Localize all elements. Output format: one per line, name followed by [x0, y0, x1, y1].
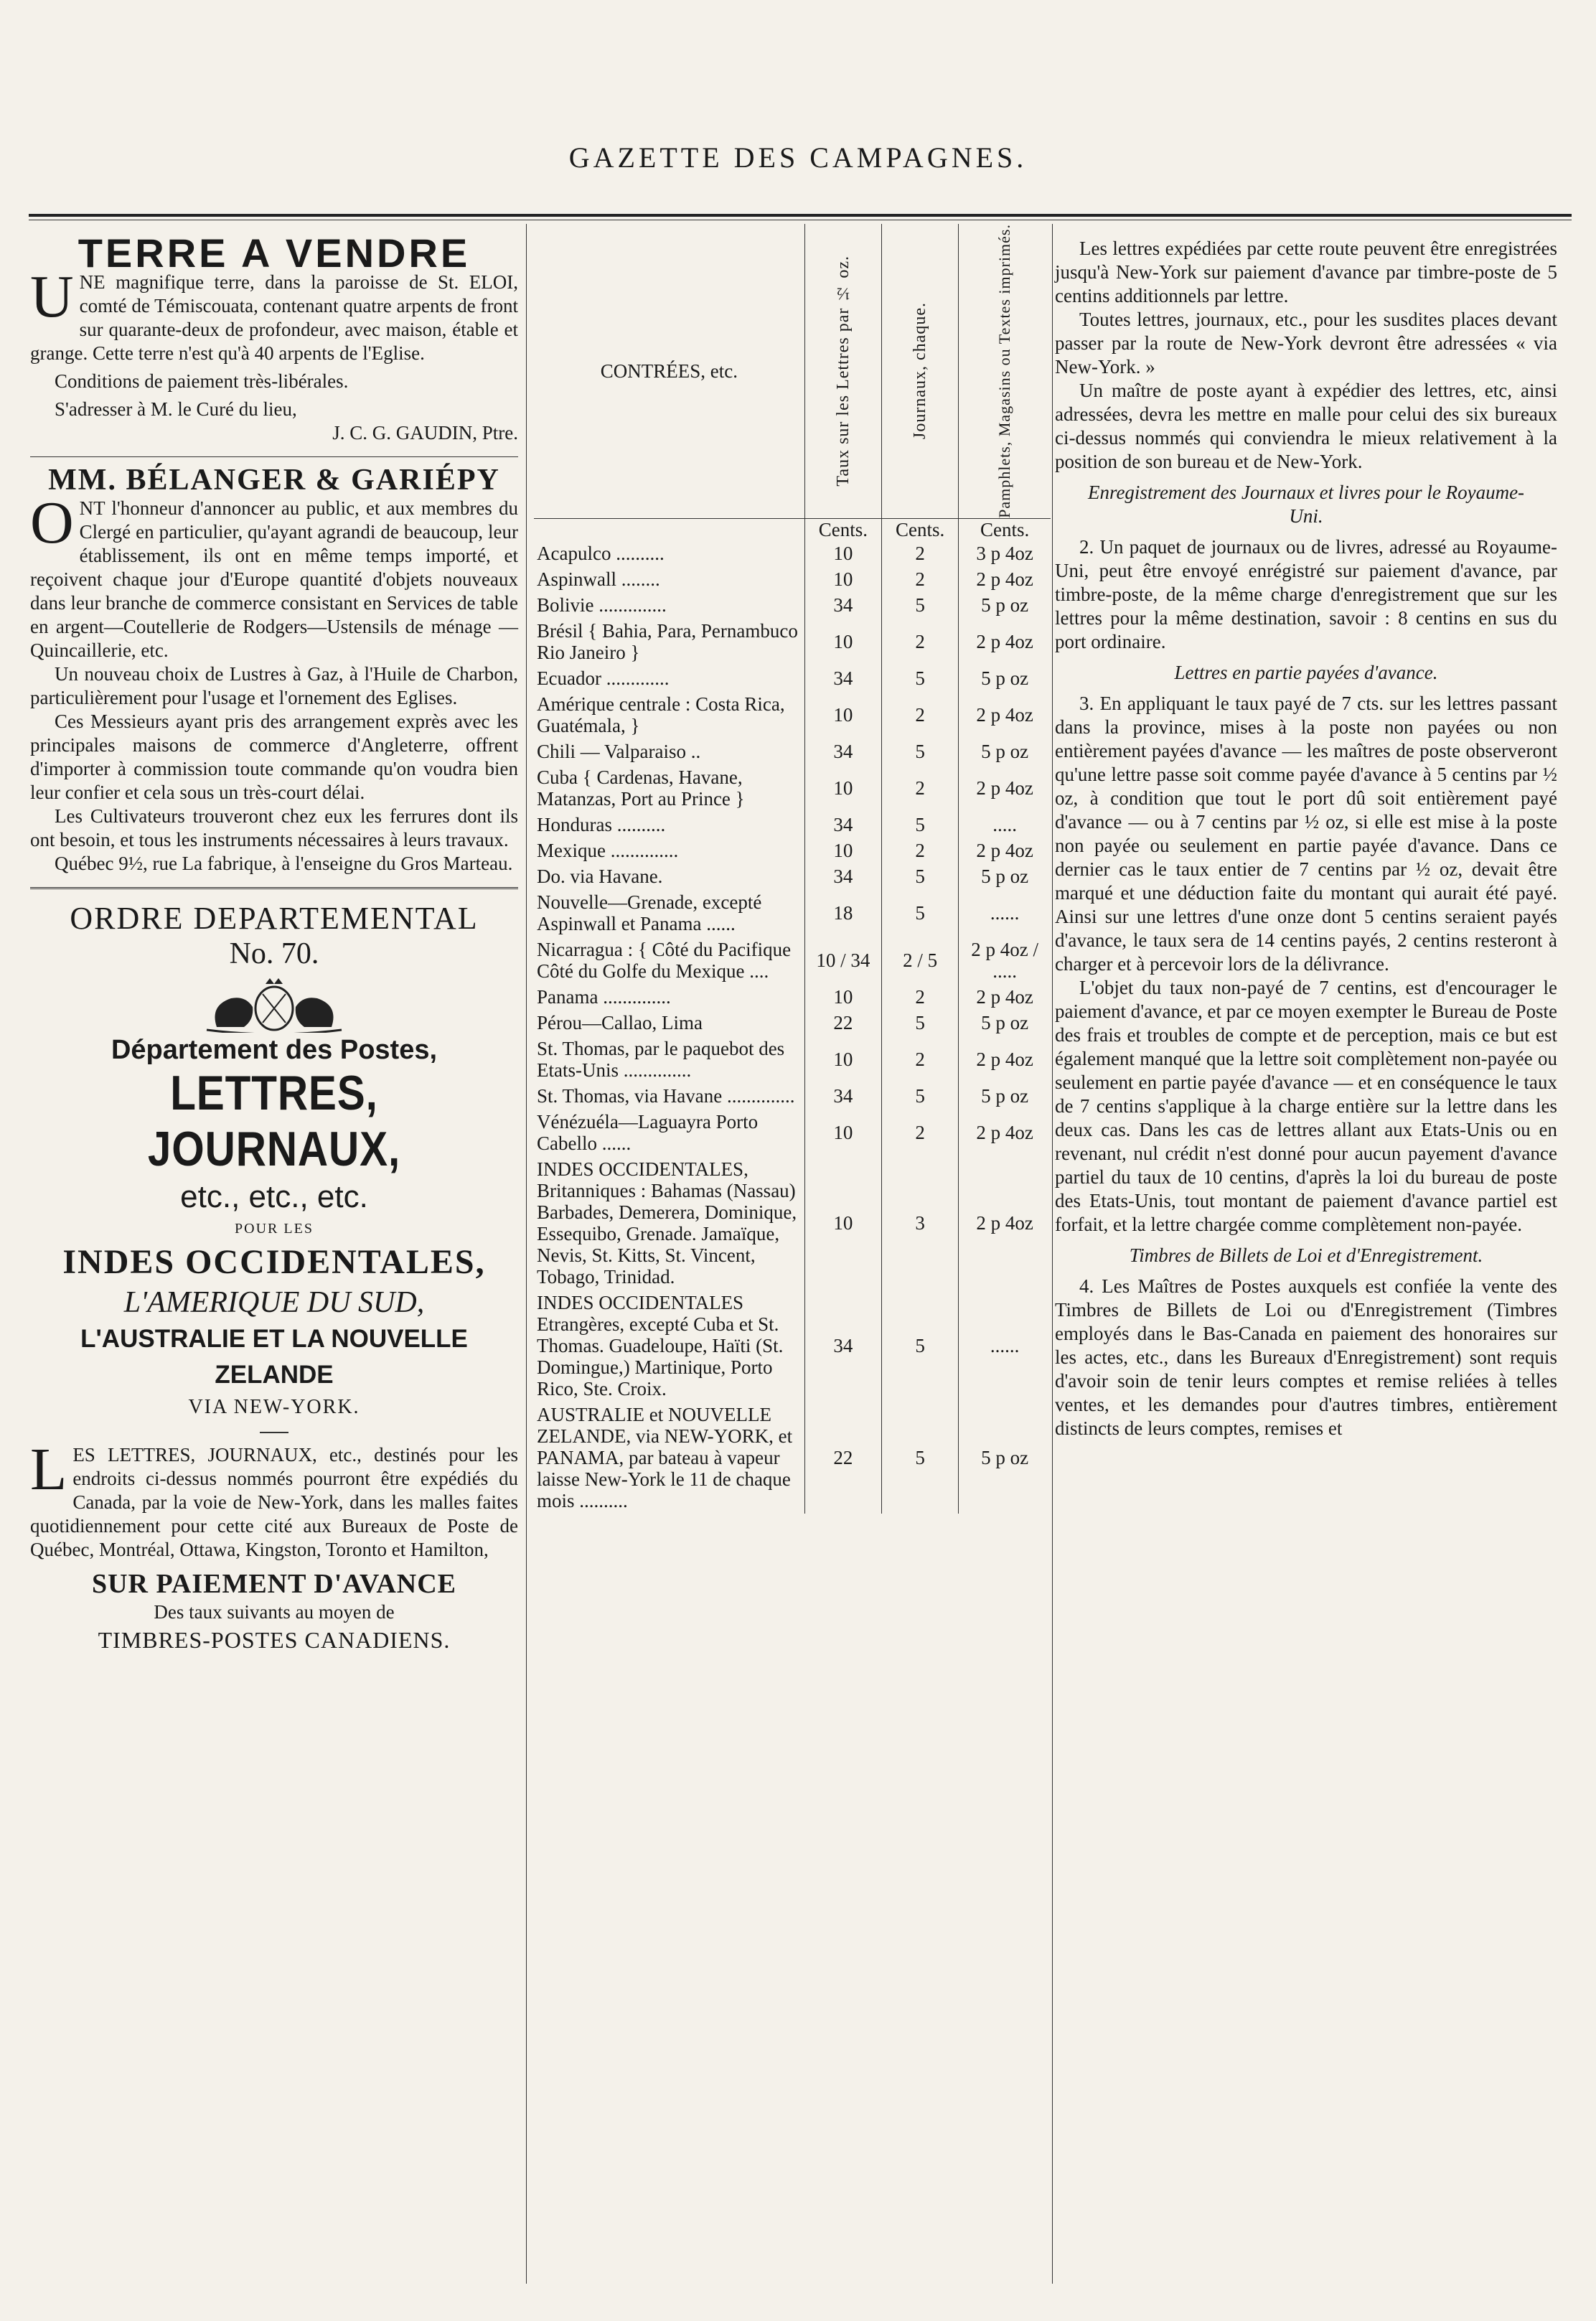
col3-p4: 2. Un paquet de journaux ou de livres, adressé au Royaume-Uni, peut être envoyé enrégistré sur paiement d'avance, par timbre-poste, de la même charge d'enregistrement que sur les lettres pour la même destination, savoir : 8 centins en sus du port ordinaire.: [1055, 536, 1557, 652]
ordre-sur-paiement: SUR PAIEMENT D'AVANCE: [91, 1569, 457, 1599]
journal-rate-cell: 5: [882, 592, 959, 618]
col3-heading-timbres: Timbres de Billets de Loi et d'Enregistrement.: [1129, 1244, 1483, 1266]
journal-rate-cell: 2: [882, 1109, 959, 1156]
journal-rate-cell: 2: [882, 566, 959, 592]
letter-rate-cell: 34: [804, 1083, 881, 1109]
column-left: [30, 230, 518, 1656]
belanger-advert: [30, 464, 518, 876]
letter-rate-cell: 22: [804, 1402, 881, 1514]
journal-rate-cell: 5: [882, 1402, 959, 1514]
col3-heading-lettres: Lettres en partie payées d'avance.: [1174, 662, 1438, 683]
country-cell: Do. via Havane.: [534, 863, 804, 889]
ordre-lettres: LETTRES, JOURNAUX,: [147, 1066, 401, 1176]
col3-p3: Un maître de poste ayant à expédier des lettres, etc, ainsi adressées, devra les mettre en malle pour celui des six bureaux ci-dessus nommés qui conviendra le mieux relativement à la position de son bureau et de New-York.: [1055, 380, 1557, 472]
pamphlet-rate-cell: 2 p 4oz / .....: [971, 938, 1038, 982]
table-row: [534, 738, 1051, 764]
journal-rate-cell: 5: [882, 863, 959, 889]
country-cell: Honduras ..........: [534, 812, 804, 838]
country-cell: Brésil { Bahia, Para, Pernambuco Rio Janeiro }: [534, 618, 804, 665]
ordre-number: No. 70.: [229, 937, 319, 970]
belanger-heading: MM. BÉLANGER & GARIÉPY: [48, 464, 500, 497]
pamphlet-rate-cell: 3 p 4oz: [976, 542, 1033, 564]
country-cell: Aspinwall ........: [534, 566, 804, 592]
ordre-amerique: L'AMERIQUE DU SUD,: [123, 1286, 425, 1319]
masthead: GAZETTE DES CAMPAGNES.: [568, 141, 1028, 174]
table-row: [534, 665, 1051, 691]
table-row: [534, 889, 1051, 937]
pamphlet-rate-cell: ......: [990, 901, 1020, 924]
journal-rate-cell: 2: [882, 984, 959, 1010]
table-row: [534, 838, 1051, 863]
pamphlet-rate-cell: 2 p 4oz: [976, 1121, 1033, 1143]
table-row: [534, 937, 1051, 984]
header-journaux: Journaux, chaque.: [911, 302, 930, 440]
journal-rate-cell: 2: [882, 1036, 959, 1083]
country-cell: St. Thomas, par le paquebot des Etats-Unis ..............: [534, 1036, 804, 1083]
country-cell: Chili — Valparaiso ..: [534, 738, 804, 764]
letter-rate-cell: 18: [804, 889, 881, 937]
letter-rate-cell: 10: [804, 1156, 881, 1290]
letter-rate-cell: 10: [804, 618, 881, 665]
country-cell: Ecuador .............: [534, 665, 804, 691]
pamphlet-rate-cell: 2 p 4oz: [976, 839, 1033, 861]
ordre-australie: L'AUSTRALIE ET LA NOUVELLE ZELANDE: [80, 1325, 468, 1389]
pamphlet-rate-cell: .....: [992, 813, 1017, 835]
table-row: [534, 1290, 1051, 1402]
column-middle: [534, 224, 1052, 1514]
pamphlet-rate-cell: 2 p 4oz: [976, 630, 1033, 652]
country-cell: INDES OCCIDENTALES, Britanniques : Bahamas (Nassau) Barbades, Demerera, Dominique, Essequibo, Grenade. Jamaïque, Nevis, St. Kitts, St. Vincent, Tobago, Trinidad.: [534, 1156, 804, 1290]
masthead-rule: [29, 214, 1572, 217]
letter-rate-cell: 10 / 34: [804, 937, 881, 984]
unit-journaux: Cents.: [882, 518, 959, 540]
belanger-p2: Un nouveau choix de Lustres à Gaz, à l'Huile de Charbon, particulièrement pour l'usage et l'ornement des Eglises.: [30, 663, 518, 708]
letter-rate-cell: 22: [804, 1010, 881, 1036]
table-row: [534, 984, 1051, 1010]
country-cell: Panama ..............: [534, 984, 804, 1010]
letter-rate-cell: 34: [804, 592, 881, 618]
pamphlet-rate-cell: 5 p oz: [981, 865, 1029, 887]
ordre-indes: INDES OCCIDENTALES,: [62, 1243, 486, 1281]
belanger-p3: Ces Messieurs ayant pris des arrangement exprès avec les principales maisons de commerce d'Angleterre, offrent d'importer à commission toute commande qu'on voudra bien leur confier et cela sous un très-court délai.: [30, 711, 518, 803]
belanger-dropcap: O: [30, 489, 74, 556]
pamphlet-rate-cell: ......: [990, 1334, 1020, 1356]
table-row: [534, 1402, 1051, 1514]
journal-rate-cell: 5: [882, 812, 959, 838]
letter-rate-cell: 10: [804, 540, 881, 566]
units-row: [534, 518, 1051, 540]
table-row: [534, 691, 1051, 738]
ordre-dept: Département des Postes,: [111, 1035, 438, 1065]
pamphlet-rate-cell: 5 p oz: [981, 1011, 1029, 1033]
terre-address: S'adresser à M. le Curé du lieu,: [55, 398, 297, 420]
table-row: [534, 540, 1051, 566]
col3-p5: 3. En appliquant le taux payé de 7 cts. sur les lettres passant dans la province, mises à la poste non payées ou non entièrement payées d'avance — les maîtres de poste observeront qu'une lettre passe soit comme payée d'avance à 5 centins par ½ oz, à condition que tout le port dû soit entièrement payé d'avance — ou à 7 centins par ½ oz, si elle est mise à la poste non payée ou seulement en partie payée d'avance. Dans ce dernier cas le taux entier de 7 centins par ½ oz, devait être marqué et une déduction faite du montant qui aurait été payé. Ainsi sur une lettres d'une onze dont 5 centins seraient payés d'avance, le taux sera de 14 centins payés, 2 centins resteront à charger et à percevoir lors de la délivrance.: [1055, 693, 1557, 975]
letter-rate-cell: 10: [804, 764, 881, 812]
table-row: [534, 1036, 1051, 1083]
ordre-advert: [30, 901, 518, 1656]
journal-rate-cell: 3: [882, 1156, 959, 1290]
pamphlet-rate-cell: 5 p oz: [981, 667, 1029, 689]
country-cell: Vénézuéla—Laguayra Porto Cabello ......: [534, 1109, 804, 1156]
ordre-pour: POUR LES: [235, 1221, 314, 1237]
journal-rate-cell: 5: [882, 665, 959, 691]
country-cell: AUSTRALIE et NOUVELLE ZELANDE, via NEW-YORK, et PANAMA, par bateau à vapeur laisse New-York le 11 de chaque mois ..........: [534, 1402, 804, 1514]
pamphlet-rate-cell: 2 p 4oz: [976, 985, 1033, 1008]
letter-rate-cell: 10: [804, 984, 881, 1010]
table-row: [534, 764, 1051, 812]
journal-rate-cell: 2 / 5: [882, 937, 959, 984]
letter-rate-cell: 10: [804, 1109, 881, 1156]
letter-rate-cell: 34: [804, 863, 881, 889]
table-row: [534, 566, 1051, 592]
table-row: [534, 812, 1051, 838]
letter-rate-cell: 10: [804, 691, 881, 738]
journal-rate-cell: 2: [882, 618, 959, 665]
country-cell: Cuba { Cardenas, Havane, Matanzas, Port au Prince }: [534, 764, 804, 812]
terre-body: NE magnifique terre, dans la paroisse de St. ELOI, comté de Témiscouata, contenant quatre arpents de front sur quarante-deux de profondeur, avec maison, étable et grange. Cette terre n'est qu'à 40 arpents de l'Eglise.: [30, 271, 518, 364]
col3-p7: 4. Les Maîtres de Postes auxquels est confiée la vente des Timbres de Billets de Loi ou d'Enregistrement (Timbres employés dans le Bas-Canada en paiement des honoraires sur les actes, etc., dans les Bureaux d'Enregistrement) sont requis d'avoir soin de tenir leurs comptes et remise reliées à telles ventes, et les demandes pour d'autres timbres, entièrement distincts de leurs comptes, remises et: [1055, 1275, 1557, 1439]
pamphlet-rate-cell: 2 p 4oz: [976, 703, 1033, 726]
pamphlet-rate-cell: 5 p oz: [981, 1446, 1029, 1468]
terre-heading: TERRE A VENDRE: [78, 230, 471, 276]
journal-rate-cell: 5: [882, 1290, 959, 1402]
letter-rate-cell: 34: [804, 738, 881, 764]
belanger-p5: Québec 9½, rue La fabrique, à l'enseigne du Gros Marteau.: [55, 853, 513, 874]
belanger-p4: Les Cultivateurs trouveront chez eux les ferrures dont ils ont besoin, et tous les instruments nécessaires à leurs travaux.: [30, 805, 518, 850]
col3-heading-enregistrement: Enregistrement des Journaux et livres pour le Royaume-Uni.: [1087, 482, 1525, 527]
ordre-via: VIA NEW-YORK.: [188, 1396, 360, 1418]
table-row: [534, 1083, 1051, 1109]
pamphlet-rate-cell: 2 p 4oz: [976, 568, 1033, 590]
journal-rate-cell: 5: [882, 738, 959, 764]
country-cell: Mexique ..............: [534, 838, 804, 863]
country-cell: Bolivie ..............: [534, 592, 804, 618]
journal-rate-cell: 2: [882, 764, 959, 812]
header-pamphlets: Pamphlets, Magasins ou Textes imprimés.: [995, 224, 1014, 518]
pamphlet-rate-cell: 2 p 4oz: [976, 777, 1033, 799]
ordre-body: ES LETTRES, JOURNAUX, etc., destinés pour les endroits ci-dessus nommés pourront être expédiés du Canada, par la voie de New-York, dans les malles faites quotidiennement pour cette cité aux Bureaux de Poste de Québec, Montréal, Ottawa, Kingston, Toronto et Hamilton,: [30, 1444, 518, 1560]
ordre-timbres: TIMBRES-POSTES CANADIENS.: [98, 1627, 451, 1653]
header-taux: Taux sur les Lettres par ½ oz.: [833, 255, 853, 487]
pamphlet-rate-cell: 5 p oz: [981, 740, 1029, 762]
journal-rate-cell: 2: [882, 691, 959, 738]
letter-rate-cell: 34: [804, 812, 881, 838]
letter-rate-cell: 34: [804, 665, 881, 691]
table-row: [534, 1010, 1051, 1036]
journal-rate-cell: 2: [882, 838, 959, 863]
country-cell: Nouvelle—Grenade, excepté Aspinwall et Panama ......: [534, 889, 804, 937]
pamphlet-rate-cell: 5 p oz: [981, 1084, 1029, 1107]
journal-rate-cell: 5: [882, 889, 959, 937]
journal-rate-cell: 5: [882, 1010, 959, 1036]
royal-arms-crest-icon: [202, 977, 346, 1033]
ordre-des-taux: Des taux suivants au moyen de: [154, 1601, 395, 1623]
country-cell: Pérou—Callao, Lima: [534, 1010, 804, 1036]
pamphlet-rate-cell: 2 p 4oz: [976, 1048, 1033, 1070]
country-cell: Nicarragua : { Côté du Pacifique Côté du Golfe du Mexique ....: [534, 937, 804, 984]
country-cell: Acapulco ..........: [534, 540, 804, 566]
short-rule: [260, 1432, 288, 1433]
header-contrees: CONTRÉES, etc.: [534, 224, 804, 518]
terre-conditions: Conditions de paiement très-libérales.: [55, 370, 349, 392]
table-row: [534, 1109, 1051, 1156]
table-row: [534, 618, 1051, 665]
terre-dropcap: U: [30, 263, 74, 330]
column-divider-2: [1052, 224, 1053, 2284]
pamphlet-rate-cell: 2 p 4oz: [976, 1211, 1033, 1234]
divider: [30, 887, 518, 889]
table-row: [534, 592, 1051, 618]
unit-taux: Cents.: [804, 518, 881, 540]
terre-advert: [30, 230, 518, 445]
letter-rate-cell: 10: [804, 566, 881, 592]
col3-p1: Les lettres expédiées par cette route peuvent être enregistrées jusqu'à New-York sur paiement d'avance par timbre-poste de 5 centins additionnels par lettre.: [1055, 238, 1557, 306]
country-cell: St. Thomas, via Havane ..............: [534, 1083, 804, 1109]
divider: [30, 456, 518, 457]
column-divider-1: [526, 224, 527, 2284]
column-right: [1055, 237, 1557, 1440]
letter-rate-cell: 10: [804, 838, 881, 863]
col3-p2: Toutes lettres, journaux, etc., pour les susdites places devant passer par la route de New-York devront être adressées « via New-York. »: [1055, 309, 1557, 378]
journal-rate-cell: 2: [882, 540, 959, 566]
country-cell: Amérique centrale : Costa Rica, Guatémala, }: [534, 691, 804, 738]
col3-p6: L'objet du taux non-payé de 7 centins, est d'encourager le paiement d'avance, et par ce moyen exempter le Bureau de Poste des frais et troubles de compte et de perception, mais ce but est également manqué que la lettre soit complètement non-payée ou seulement en partie payée d'avance — et en conséquence le taux de 7 centins s'applique à la charge entière sur la lettre dans les deux cas. Dans les cas de lettres allant aux Etats-Unis ou en revenant, nul crédit n'est donné pour aucun payement d'avance partiel du taux de 10 centins, d'après la loi du bureau de poste des Etats-Unis, tout montant de paiement d'avance partiel est forfait, et la lettre chargée comme complètement non-payée.: [1055, 977, 1557, 1235]
unit-pamphlets: Cents.: [980, 518, 1030, 540]
table-row: [534, 1156, 1051, 1290]
ordre-dropcap: L: [30, 1436, 67, 1503]
letter-rate-cell: 10: [804, 1036, 881, 1083]
ordre-etc: etc., etc., etc.: [180, 1179, 368, 1214]
letter-rate-cell: 34: [804, 1290, 881, 1402]
rates-table: [534, 224, 1051, 1514]
journal-rate-cell: 5: [882, 1083, 959, 1109]
table-row: [534, 863, 1051, 889]
belanger-p1: NT l'honneur d'annoncer au public, et aux membres du Clergé en particulier, qu'ayant agrandi de beaucoup, leur établissement, ils ont en même temps importé, et reçoivent chaque jour d'Europe quantité d'objets nouveaux dans leur branche de commerce consistant en Services de table en argent—Coutellerie de Rodgers—Ustensils de ménage — Quincaillerie, etc.: [30, 497, 518, 661]
pamphlet-rate-cell: 5 p oz: [981, 594, 1029, 616]
country-cell: INDES OCCIDENTALES Etrangères, excepté Cuba et St. Thomas. Guadeloupe, Haïti (St. Domingue,) Martinique, Porto Rico, Ste. Croix.: [534, 1290, 804, 1402]
table-header-row: [534, 224, 1051, 518]
ordre-title: ORDRE DEPARTEMENTAL: [70, 901, 479, 936]
terre-signature: J. C. G. GAUDIN, Ptre.: [332, 422, 518, 444]
